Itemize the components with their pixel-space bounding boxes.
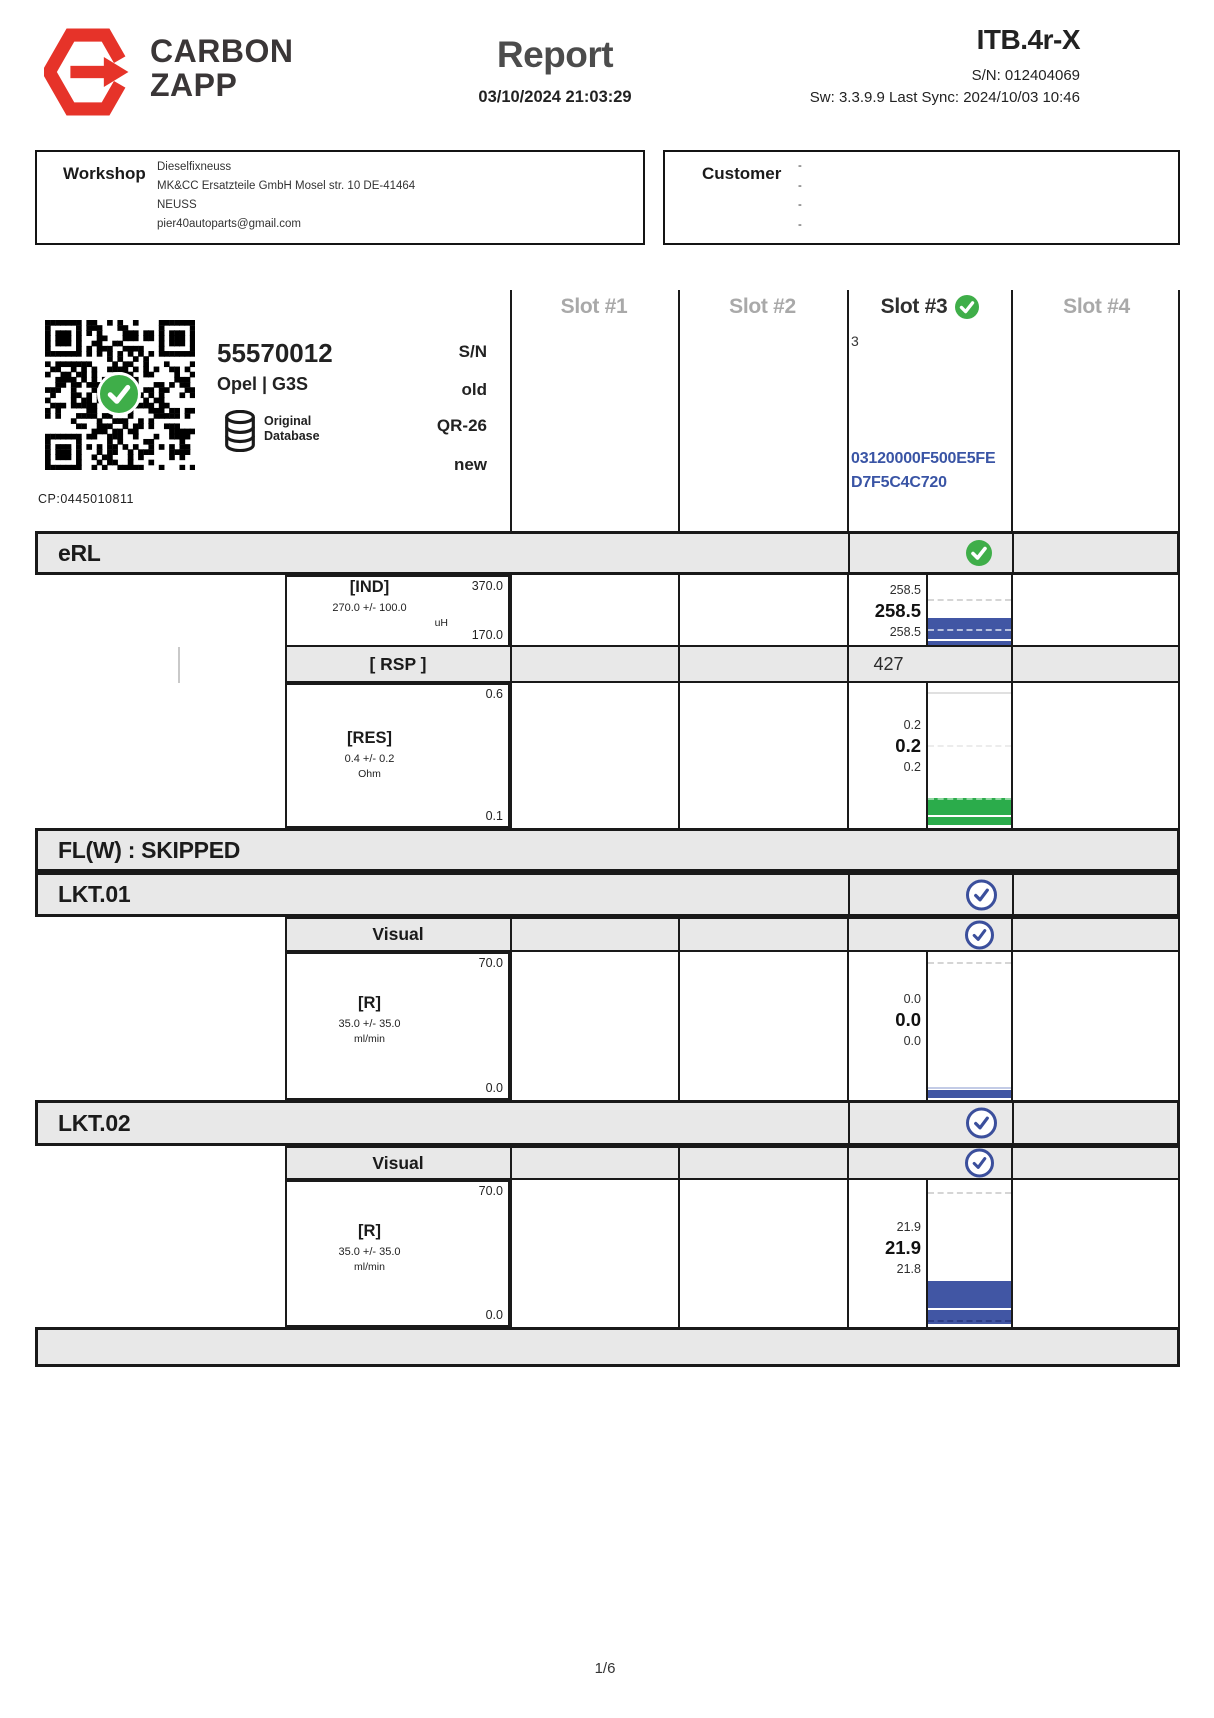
lkt01-result-avg: 0.0: [895, 1009, 921, 1030]
res-result-avg: 0.2: [895, 734, 921, 756]
brand-line2: ZAPP: [150, 67, 238, 103]
injector-meta-new: new: [453, 455, 487, 474]
lkt01-r-scale-max: 70.0: [478, 956, 503, 970]
slot3-index: 3: [851, 333, 859, 349]
divider: [678, 647, 680, 681]
carbon-zapp-logo: [44, 26, 344, 122]
bar-top-light-line: [928, 1087, 1011, 1089]
brand-line1: CARBON: [150, 33, 294, 69]
database-source-line2: Database: [264, 429, 320, 443]
customer-details: [798, 157, 802, 235]
divider: [1011, 647, 1013, 681]
lkt01-r-unit: ml/min: [354, 1033, 385, 1045]
slot3-pass-check-icon: [955, 295, 979, 319]
res-scale-min: 0.1: [485, 809, 503, 823]
section-lkt02-title: LKT.02: [58, 1109, 131, 1136]
res-bar-graph: [928, 683, 1011, 828]
injector-part-number: 55570012: [217, 338, 333, 368]
device-software-sync: Sw: 3.3.9.9 Last Sync: 2024/10/03 10:46: [809, 89, 1080, 106]
column-line: [847, 290, 849, 531]
customer-line: -: [798, 160, 802, 172]
device-name: ITB.4r-X: [976, 24, 1080, 55]
divider: [848, 534, 850, 572]
section-flw-title: FL(W) : SKIPPED: [58, 836, 241, 863]
ind-tolerance: 270.0 +/- 100.0: [332, 602, 407, 614]
lkt02-pass-check-icon: [966, 1108, 997, 1139]
divider: [848, 875, 850, 914]
lkt01-r-tolerance: 35.0 +/- 35.0: [338, 1018, 401, 1030]
target-dash-line: [928, 1192, 1011, 1194]
customer-line: -: [798, 199, 802, 211]
res-unit: Ohm: [358, 768, 381, 780]
lkt02-result-max: 21.9: [896, 1219, 921, 1234]
res-tolerance: 0.4 +/- 0.2: [344, 753, 395, 765]
lkt02-r-scale-max: 70.0: [478, 1184, 503, 1198]
database-icon: [222, 410, 258, 452]
bar-marker-line: [928, 815, 1011, 817]
lkt02-bar-graph: [928, 1180, 1011, 1327]
lkt02-r-unit: ml/min: [354, 1261, 385, 1273]
slot3-hash-line2: D7F5C4C720: [851, 474, 947, 491]
injector-cp-code: CP:0445010811: [38, 492, 134, 506]
divider: [848, 1103, 850, 1143]
lkt02-visual-row: [285, 1146, 1180, 1180]
section-flw-bar: [35, 828, 1180, 872]
lkt02-result-avg: 21.9: [884, 1236, 921, 1258]
res-value-bar: [928, 798, 1011, 825]
column-line: [510, 290, 512, 531]
customer-box: [663, 150, 1180, 245]
divider: [510, 1148, 512, 1178]
column-line: [678, 1180, 680, 1327]
lkt01-r-scale-min: 0.0: [485, 1081, 503, 1095]
column-line: [1011, 290, 1013, 531]
injector-meta-qr: QR-26: [436, 416, 487, 435]
section-lkt02-bar: [35, 1100, 1180, 1146]
workshop-name: Dieselfixneuss: [157, 161, 232, 173]
qr-verified-check-icon: [97, 372, 141, 416]
lkt01-slot3-results: [849, 946, 921, 1094]
res-scale-max: 0.6: [485, 687, 503, 701]
database-source-label: [264, 414, 320, 444]
divider: [1011, 919, 1013, 950]
page-title: Report: [496, 34, 614, 75]
ind-scale-min: 170.0: [471, 628, 503, 642]
lkt01-r-test-box: [285, 952, 510, 1100]
res-result-min: 0.2: [903, 759, 921, 774]
target-dash-line: [928, 599, 1011, 601]
column-line: [1178, 290, 1180, 531]
ind-unit: uH: [434, 617, 448, 629]
ind-scale-max: 370.0: [471, 579, 503, 593]
ind-bar-graph: [928, 575, 1011, 647]
customer-label: Customer: [702, 164, 782, 183]
ind-result-max: 258.5: [889, 583, 921, 597]
lkt01-result-max: 0.0: [903, 992, 921, 1006]
lkt01-visual-row: [285, 917, 1180, 952]
device-block: [700, 24, 1080, 106]
slot3-header: [847, 292, 1013, 322]
ind-test-box: [285, 575, 510, 647]
erl-pass-check-icon: [966, 540, 992, 566]
lkt01-result-min: 0.0: [903, 1034, 921, 1048]
device-serial: S/N: 012404069: [971, 67, 1080, 84]
column-line: [1178, 952, 1180, 1100]
customer-line: -: [798, 179, 802, 192]
column-line: [510, 683, 512, 828]
ind-result-min: 258.5: [889, 625, 921, 639]
res-test-box: [285, 683, 510, 828]
lkt02-value-bar: [928, 1281, 1011, 1324]
lkt02-r-test-box: [285, 1180, 510, 1327]
lkt02-r-tolerance: 35.0 +/- 35.0: [338, 1246, 401, 1258]
lkt02-r-row: [35, 1180, 1180, 1327]
lkt01-value-bar: [928, 1090, 1011, 1098]
res-result-max: 0.2: [903, 717, 921, 732]
rsp-row: [285, 645, 1180, 683]
slot1-header: Slot #1: [560, 295, 628, 318]
bar-tolerance-dash: [928, 798, 1011, 800]
column-line: [510, 952, 512, 1100]
slot2-header: Slot #2: [729, 295, 796, 318]
workshop-city: NEUSS: [157, 199, 197, 211]
lkt02-visual-label: Visual: [372, 1152, 424, 1173]
page-number: 1/6: [594, 1660, 616, 1677]
slot3-hash-line1: 03120000F500E5FE: [851, 450, 996, 467]
erl-res-row: [35, 683, 1180, 828]
slot3-header-label: Slot #3: [880, 295, 948, 318]
divider: [1012, 534, 1014, 572]
target-dash-line: [928, 962, 1011, 964]
ind-result-avg: 258.5: [874, 600, 921, 621]
lkt02-result-min: 21.8: [896, 1261, 921, 1276]
divider: [510, 647, 512, 681]
injector-meta-old: old: [461, 380, 487, 399]
section-erl-bar: [35, 531, 1180, 575]
lkt01-r-row: [35, 952, 1180, 1100]
column-line: [678, 952, 680, 1100]
workshop-label: Workshop: [63, 164, 146, 183]
workshop-box: [35, 150, 645, 245]
lkt01-r-title: [R]: [358, 994, 381, 1012]
column-line: [510, 1180, 512, 1327]
erl-ind-row: [35, 575, 1180, 647]
target-dash-line: [928, 745, 1011, 747]
section-lkt01-bar: [35, 872, 1180, 917]
column-line: [1011, 575, 1013, 647]
divider: [1011, 1148, 1013, 1178]
res-slot3-results: [849, 673, 921, 818]
ind-slot3-results: [849, 575, 921, 647]
bar-tolerance-dash: [928, 629, 1011, 631]
report-datetime: 03/10/2024 21:03:29: [478, 88, 632, 106]
slot4-header: Slot #4: [1063, 295, 1130, 318]
divider: [510, 919, 512, 950]
rsp-title: [ RSP ]: [369, 653, 427, 674]
database-source-line1: Original: [264, 414, 312, 428]
column-line: [510, 575, 512, 647]
bar-marker-line: [928, 1308, 1011, 1310]
bar-marker-line: [928, 639, 1011, 641]
section-erl-title: eRL: [58, 539, 101, 566]
column-line: [1011, 683, 1013, 828]
column-line: [678, 575, 680, 647]
divider: [678, 919, 680, 950]
bar-bottom-dash: [928, 1320, 1011, 1322]
report-title-block: [430, 34, 680, 107]
column-line: [1178, 1180, 1180, 1327]
brand-text: [150, 34, 293, 102]
footer-section-bar: [35, 1327, 1180, 1367]
column-line: [678, 290, 680, 531]
column-line: [678, 683, 680, 828]
res-title: [RES]: [347, 729, 392, 747]
workshop-email: pier40autoparts@gmail.com: [157, 218, 301, 230]
section-lkt01-title: LKT.01: [58, 881, 131, 907]
rsp-slot3-value: 427: [873, 653, 904, 674]
lkt01-visual-label: Visual: [372, 924, 424, 944]
divider: [1012, 875, 1014, 914]
ind-title: [IND]: [349, 578, 390, 596]
lkt02-slot3-results: [849, 1174, 921, 1321]
injector-vehicle: Opel | G3S: [217, 374, 309, 394]
divider: [1012, 1103, 1014, 1143]
lkt01-bar-graph: [928, 952, 1011, 1100]
lkt02-r-scale-min: 0.0: [485, 1308, 503, 1322]
lkt01-visual-check-icon: [965, 920, 994, 949]
column-line: [1178, 575, 1180, 647]
workshop-address: MK&CC Ersatzteile GmbH Mosel str. 10 DE-41464: [157, 180, 416, 192]
column-line: [1178, 683, 1180, 828]
divider: [678, 1148, 680, 1178]
workshop-details: [157, 158, 415, 234]
lkt02-visual-check-icon: [965, 1149, 994, 1178]
carbon-zapp-hex-icon: [44, 28, 132, 116]
scale-top-line: [928, 692, 1011, 694]
column-line: [1011, 952, 1013, 1100]
column-line: [1011, 1180, 1013, 1327]
lkt01-pass-check-icon: [966, 879, 997, 910]
injector-meta-sn: S/N: [458, 342, 487, 361]
customer-line: -: [798, 218, 802, 231]
ind-value-bar: [928, 618, 1011, 645]
lkt02-r-title: [R]: [358, 1222, 381, 1240]
